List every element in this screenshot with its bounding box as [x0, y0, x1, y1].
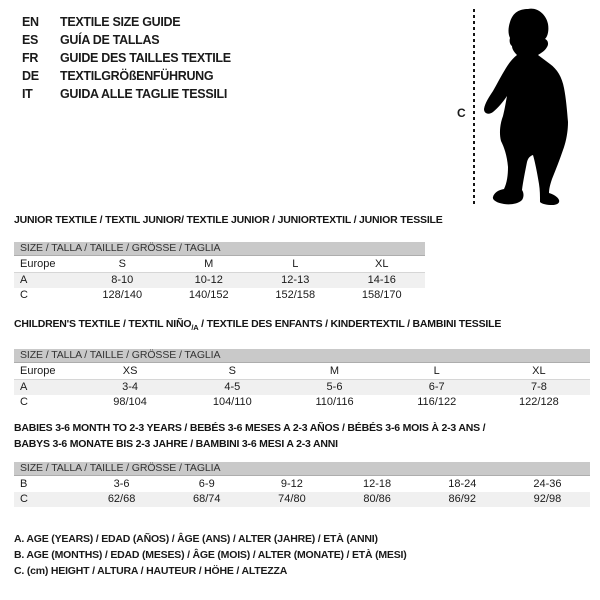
- table-cell: 158/170: [361, 289, 402, 301]
- babies-textile-section: [14, 420, 590, 507]
- language-title: GUIDE DES TAILLES TEXTILE: [60, 51, 231, 65]
- language-code: EN: [22, 15, 39, 29]
- table-cell: 18-24: [448, 478, 477, 490]
- table-row-b: [14, 477, 590, 492]
- table-cell: 9-12: [280, 478, 303, 490]
- table-cell: 122/128: [519, 396, 559, 409]
- row-label: B: [20, 478, 28, 490]
- babies-size-table: [14, 462, 590, 507]
- size-header-row: SIZE / TALLA / TAILLE / GRÖSSE / TAGLIA: [14, 462, 590, 476]
- table-cell: XS: [122, 365, 138, 378]
- table-cell: 140/152: [188, 289, 229, 301]
- language-row: [22, 13, 231, 31]
- height-dotted-line: [473, 9, 475, 207]
- table-cell: 12-18: [363, 478, 392, 490]
- table-row-a: [14, 380, 590, 395]
- table-cell: M: [204, 258, 214, 270]
- table-row-c: [14, 395, 590, 410]
- table-title-line: [14, 420, 590, 436]
- table-cell: 116/122: [417, 396, 457, 409]
- table-cell: 86/92: [448, 493, 477, 505]
- title-text: / TEXTILE DES ENFANTS / KINDERTEXTIL / BAMBINI TESSILE: [198, 318, 502, 330]
- size-header-row: SIZE / TALLA / TAILLE / GRÖSSE / TAGLIA: [14, 242, 425, 256]
- row-label: C: [20, 289, 28, 301]
- table-cell: S: [118, 258, 126, 270]
- children-textile-section: [14, 316, 590, 410]
- table-cell: 5-6: [326, 381, 343, 394]
- children-textile-title: [14, 316, 590, 336]
- table-row-a: [14, 273, 425, 288]
- language-row: [22, 49, 231, 67]
- height-c-label: C: [457, 106, 466, 120]
- row-label: C: [20, 493, 28, 505]
- title-text: CHILDREN'S TEXTILE / TEXTIL NIÑO: [14, 318, 192, 330]
- table-cell: 14-16: [367, 274, 396, 286]
- table-cell: 8-10: [111, 274, 134, 286]
- title-text: JUNIOR TEXTILE / TEXTIL JUNIOR/ TEXTILE JUNIOR / JUNIORTEXTIL / JUNIOR TESSILE: [14, 214, 443, 226]
- junior-textile-section: [14, 212, 443, 303]
- language-title: TEXTILE SIZE GUIDE: [60, 15, 181, 29]
- table-cell: 6-7: [428, 381, 445, 394]
- table-cell: 10-12: [194, 274, 223, 286]
- table-cell: XL: [375, 258, 389, 270]
- baby-height-figure: [452, 0, 600, 215]
- table-cell: S: [228, 365, 236, 378]
- table-cell: L: [433, 365, 440, 378]
- title-text: BABYS 3-6 MONATE BIS 2-3 JAHRE / BAMBINI 3-6 MESI A 2-3 ANNI: [14, 438, 338, 450]
- size-header-row: SIZE / TALLA / TAILLE / GRÖSSE / TAGLIA: [14, 349, 590, 363]
- table-cell: L: [292, 258, 299, 270]
- table-cell: 152/158: [275, 289, 316, 301]
- row-label: A: [20, 274, 28, 286]
- table-cell: 80/86: [363, 493, 391, 505]
- table-cell: XL: [532, 365, 546, 378]
- table-row-europe: [14, 257, 425, 273]
- table-row-c: [14, 492, 590, 507]
- table-cell: 98/104: [113, 396, 147, 409]
- language-title: GUIDA ALLE TAGLIE TESSILI: [60, 87, 228, 101]
- table-cell: 12-13: [281, 274, 310, 286]
- row-label: Europe: [20, 258, 56, 270]
- row-label: Europe: [20, 365, 56, 378]
- table-cell: 3-6: [113, 478, 130, 490]
- junior-size-table: [14, 242, 425, 303]
- table-cell: 104/110: [212, 396, 252, 409]
- row-label: A: [20, 381, 28, 394]
- table-cell: 62/68: [107, 493, 136, 505]
- table-title-line: [14, 212, 443, 228]
- row-label: C: [20, 396, 28, 409]
- table-row-europe: [14, 364, 590, 380]
- language-code: ES: [22, 33, 39, 47]
- table-cell: 92/98: [533, 493, 562, 505]
- table-cell: M: [329, 365, 340, 378]
- language-row: [22, 85, 231, 103]
- legend-line: C. (cm) HEIGHT / ALTURA / HAUTEUR / HÖHE / ALTEZZA: [14, 565, 288, 577]
- table-cell: 7-8: [530, 381, 547, 394]
- table-cell: 128/140: [102, 289, 143, 301]
- language-row: [22, 31, 231, 49]
- language-title: TEXTILGRÖßENFÜHRUNG: [60, 69, 214, 83]
- table-title-line: [14, 316, 590, 336]
- table-cell: 6-9: [198, 478, 215, 490]
- baby-silhouette-icon: [480, 0, 600, 215]
- title-subscript: /A: [191, 323, 199, 333]
- table-cell: 74/80: [278, 493, 306, 505]
- babies-textile-title: [14, 420, 590, 452]
- table-cell: 3-4: [122, 381, 139, 394]
- language-code: IT: [22, 87, 33, 101]
- junior-textile-title: [14, 212, 443, 228]
- legend-line: B. AGE (MONTHS) / EDAD (MESES) / ÂGE (MOIS) / ALTER (MONATE) / ETÀ (MESI): [14, 549, 407, 561]
- legend-block: [14, 531, 407, 579]
- language-title-list: [22, 13, 231, 103]
- table-cell: 24-36: [533, 478, 562, 490]
- legend-line: A. AGE (YEARS) / EDAD (AÑOS) / ÂGE (ANS) / ALTER (JAHRE) / ETÀ (ANNI): [14, 533, 378, 545]
- table-row-c: [14, 288, 425, 303]
- table-cell: 4-5: [224, 381, 241, 394]
- title-text: BABIES 3-6 MONTH TO 2-3 YEARS / BEBÉS 3-6 MESES A 2-3 AÑOS / BÉBÉS 3-6 MOIS À 2-3 ANS /: [14, 422, 486, 434]
- children-size-table: [14, 349, 590, 410]
- table-title-line: [14, 436, 590, 452]
- table-cell: 68/74: [192, 493, 221, 505]
- language-row: [22, 67, 231, 85]
- language-code: DE: [22, 69, 39, 83]
- language-title: GUÍA DE TALLAS: [60, 33, 160, 47]
- table-cell: 110/116: [315, 396, 354, 409]
- language-code: FR: [22, 51, 39, 65]
